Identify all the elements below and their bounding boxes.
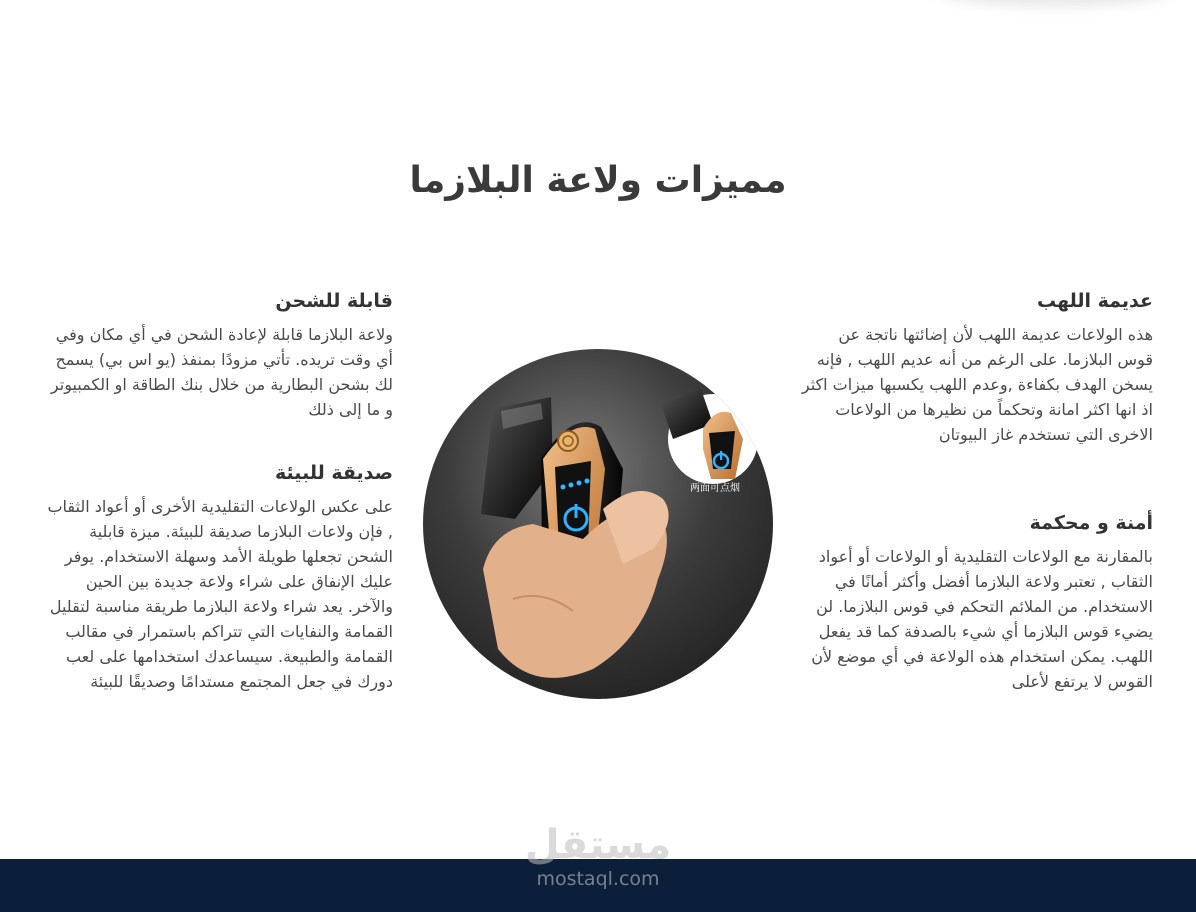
watermark-logo: مستقل: [524, 822, 672, 868]
feature-rechargeable-title: قابلة للشحن: [275, 290, 393, 312]
feature-flameless-title: عديمة اللهب: [1036, 290, 1153, 312]
inset-detail: [661, 389, 758, 494]
plasma-lighter-image: [423, 349, 773, 699]
section-title: مميزات ولاعة البلازما: [409, 160, 787, 201]
feature-eco-title: صديقة للبيئة: [275, 462, 393, 484]
mostaql-watermark: [0, 822, 1196, 890]
feature-safe: [800, 512, 1153, 694]
feature-rechargeable: [40, 290, 393, 422]
feature-flameless: [800, 290, 1153, 447]
feature-flameless-text: هذه الولاعات عديمة اللهب لأن إضائتها ناتجة عن قوس البلازما. على الرغم من أنه عديم اللهب , فإنه يسخن الهدف بكفاءة ,وعدم اللهب يكسبها ميزات اكثر اذ انها اكثر امانة وتحكماً من نظيرها من الولاعات الاخرى التي تستخدم غاز البيوتان: [801, 325, 1153, 444]
watermark-domain: mostaql.com: [536, 868, 660, 890]
inset-caption: 两面可点烟: [690, 483, 740, 494]
feature-rechargeable-text: ولاعة البلازما قابلة لإعادة الشحن في أي مكان وفي أي وقت تريده. تأتي مزودًا بمنفذ (يو اس بي) يسمح لك بشحن البطارية من خلال بنك الطاقة او الكمبيوتر و ما إلى ذلك: [50, 325, 393, 419]
feature-eco-text: على عكس الولاعات التقليدية الأخرى أو أعواد الثقاب , فإن ولاعات البلازما صديقة للبيئة. ميزة قابلية الشحن تجعلها طويلة الأمد وسهلة الاستخدام. يوفر عليك الإنفاق على شراء ولاعة جديدة بين الحين والآخر. يعد شراء ولاعة البلازما طريقة مناسبة لتقليل القمامة والنفايات التي تتراكم باستمرار في مقالب القمامة والطبيعة. سيساعدك استخدامها على لعب دورك في جعل المجتمع مستدامًا وصديقًا للبيئة: [47, 497, 393, 691]
feature-eco: [40, 462, 393, 694]
feature-safe-title: أمنة و محكمة: [1029, 512, 1153, 534]
feature-safe-text: بالمقارنة مع الولاعات التقليدية أو الولاعات أو أعواد الثقاب , تعتبر ولاعة البلازما أفضل وأكثر أمانًا في الاستخدام. من الملائم التحكم في قوس البلازما. لن يضيء قوس البلازما أي شيء بالصدفة كما قد يفعل اللهب. يمكن استخدام هذه الولاعة في أي موضع لأن القوس لا يرتفع لأعلى: [811, 547, 1153, 691]
